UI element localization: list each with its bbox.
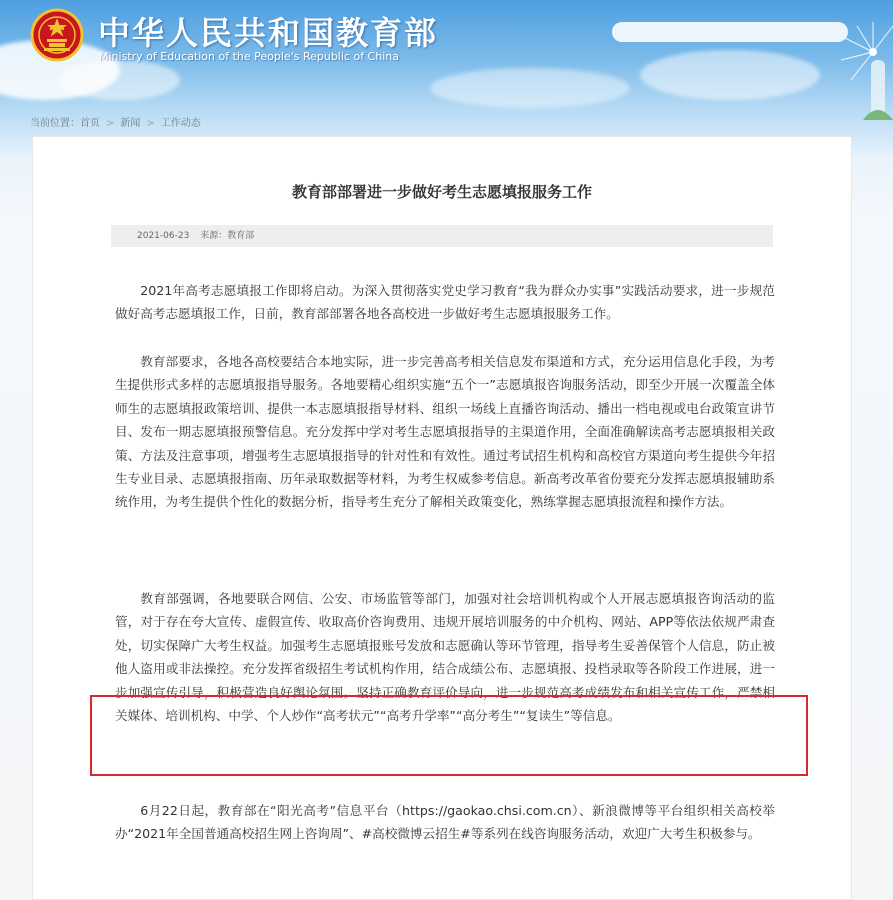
breadcrumb-news-link[interactable]: 新闻	[120, 118, 141, 129]
article-paragraph-4: 6月22日起，教育部在“阳光高考”信息平台（https://gaokao.chsi.com.cn）、新浪微博等平台组织相关高校举办“2021年全国普通高校招生网上咨询周”、#高校微博云招生#等系列在线咨询服务活动，欢迎广大考生积极参与。	[115, 803, 775, 842]
article-date: 2021-06-23	[137, 231, 190, 241]
breadcrumb-work-news-link[interactable]: 工作动态	[160, 118, 201, 129]
article-source: 来源：教育部	[200, 231, 255, 241]
site-subtitle: Ministry of Education of the People's Republic of China	[99, 50, 399, 63]
article-title: 教育部部署进一步做好考生志愿填报服务工作	[291, 183, 592, 201]
cloud-decoration	[640, 50, 820, 100]
breadcrumb-prefix: 当前位置：	[30, 118, 80, 129]
breadcrumb-separator: >	[106, 118, 115, 129]
site-header	[0, 0, 893, 100]
dandelion-decoration-icon	[833, 20, 893, 130]
breadcrumb-separator: >	[146, 118, 155, 129]
site-title[interactable]: 中华人民共和国教育部	[98, 14, 439, 52]
article-meta	[111, 225, 773, 247]
breadcrumb	[30, 114, 201, 129]
article-paragraph-1: 2021年高考志愿填报工作即将启动。为深入贯彻落实党史学习教育“我为群众办实事”实践活动要求，进一步规范做好高考志愿填报工作，日前，教育部部署各地各高校进一步做好考生志愿填报服务工作。	[115, 283, 775, 322]
cloud-decoration	[430, 68, 630, 108]
breadcrumb-home-link[interactable]: 首页	[80, 118, 100, 129]
article-container	[32, 136, 852, 900]
article-paragraph-3: 教育部强调，各地要联合网信、公安、市场监管等部门，加强对社会培训机构或个人开展志愿填报咨询活动的监管，对于存在夸大宣传、虚假宣传、收取高价咨询费用、违规开展培训服务的中介机构、网站、APP等依法依规严肃查处，切实保障广大考生权益。加强考生志愿填报账号发放和志愿确认等环节管理，指导考生妥善保管个人信息，防止被他人盗用或非法操控。充分发挥省级招生考试机构作用，结合成绩公布、志愿填报、投档录取等各阶段工作进展，进一步加强宣传引导，积极营造良好舆论氛围。坚持正确教育评价导向，进一步规范高考成绩发布和相关宣传工作，严禁相关媒体、培训机构、中学、个人炒作“高考状元”“高考升学率”“高分考生”“复读生”等信息。	[115, 591, 775, 724]
article-paragraph-2: 教育部要求，各地各高校要结合本地实际，进一步完善高考相关信息发布渠道和方式，充分运用信息化手段，为考生提供形式多样的志愿填报指导服务。各地要精心组织实施“五个一”志愿填报咨询服务活动，即至少开展一次覆盖全体师生的志愿填报政策培训、提供一本志愿填报指导材料、组织一场线上直播咨询活动、播出一档电视或电台政策宣讲节目、发布一期志愿填报预警信息。充分发挥中学对考生志愿填报指导的主渠道作用，全面准确解读高考志愿填报相关政策、方法及注意事项，增强考生志愿填报指导的针对性和有效性。通过考试招生机构和高校官方渠道向考生提供今年招生专业目录、志愿填报指南、历年录取数据等材料，为考生权威参考信息。新高考改革省份要充分发挥志愿填报辅助系统作用，为考生提供个性化的数据分析，指导考生充分了解相关政策变化，熟练掌握志愿填报流程和操作方法。	[115, 354, 775, 510]
search-input[interactable]	[612, 22, 848, 42]
cloud-decoration	[60, 60, 180, 100]
national-emblem-icon[interactable]	[30, 8, 84, 62]
